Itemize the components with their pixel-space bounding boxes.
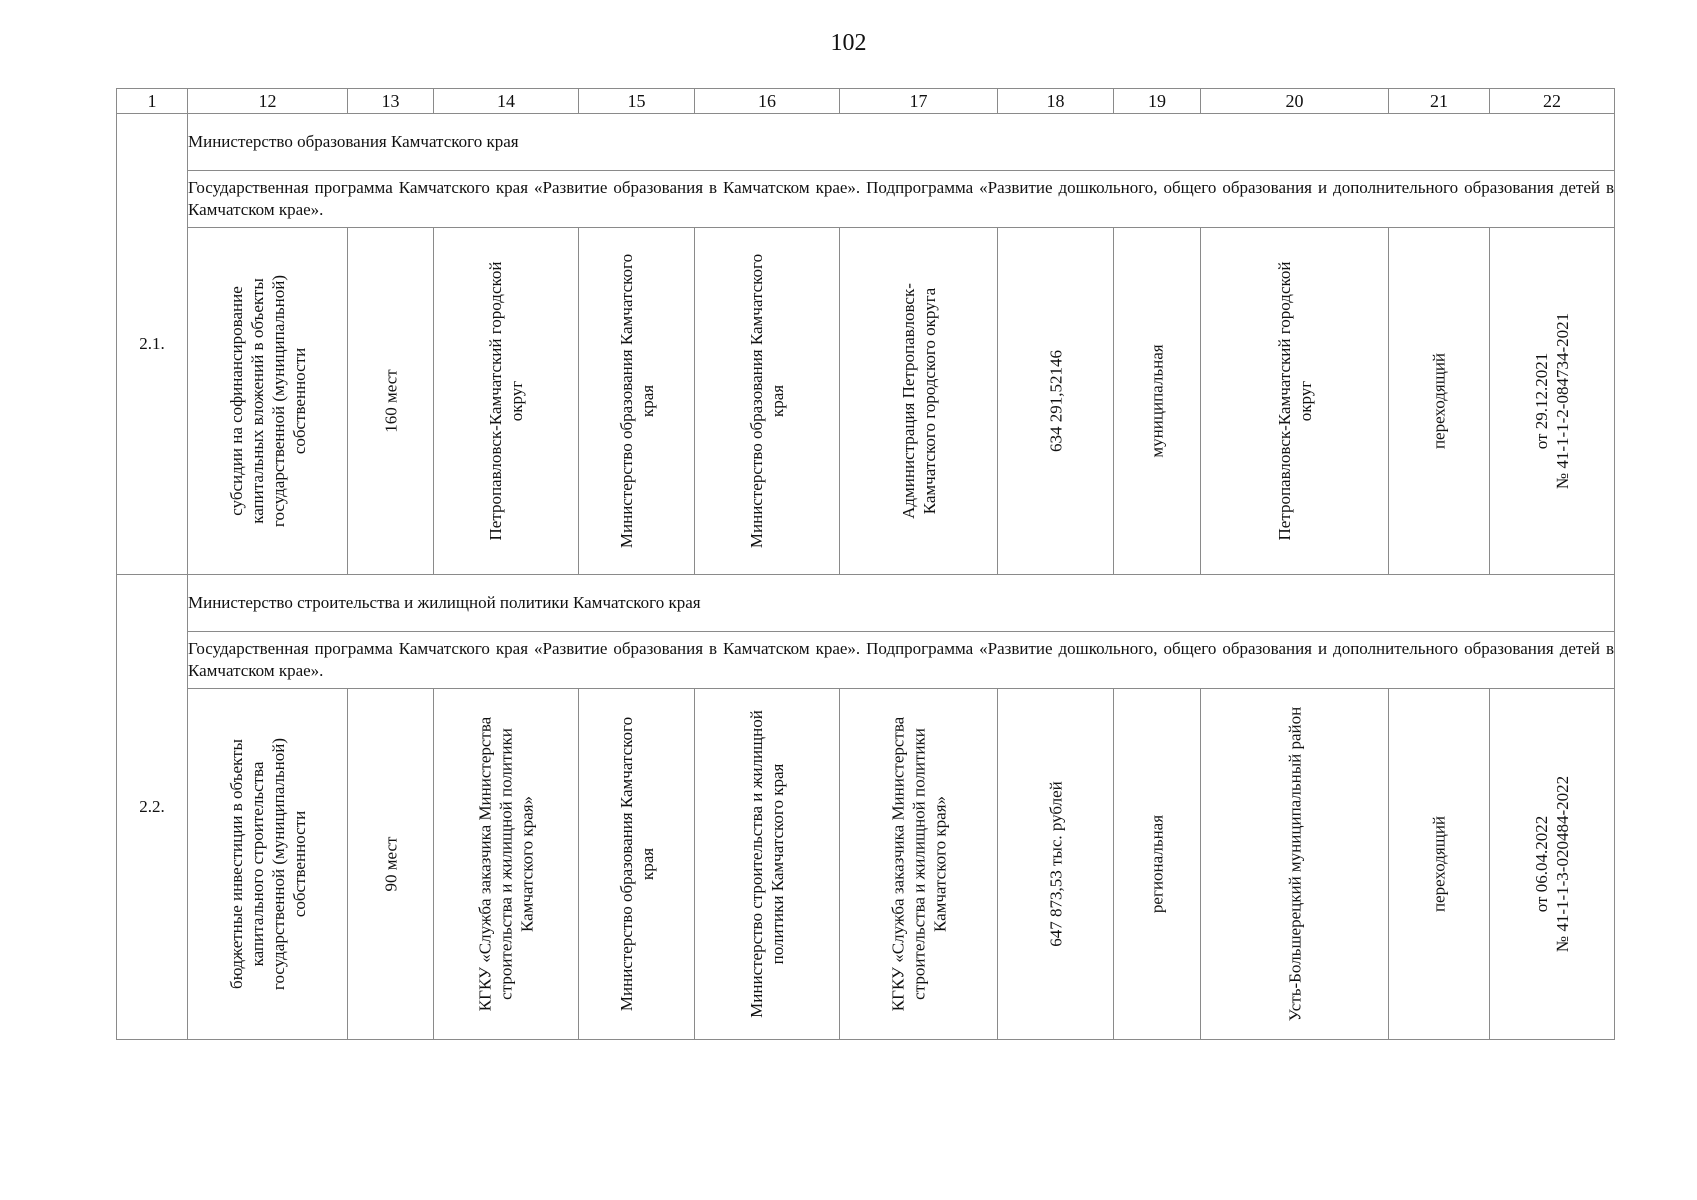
page-number: 102: [830, 30, 867, 56]
cell-municipality: [1201, 689, 1389, 1040]
ministry-row: [117, 114, 1615, 171]
cell-cost: [998, 689, 1114, 1040]
row-number: 2.2.: [117, 575, 188, 1040]
row-number: 2.1.: [117, 114, 188, 575]
column-header: 19: [1114, 89, 1201, 114]
document-date: от 06.04.2022: [1532, 815, 1551, 913]
document-number: № 41-1-1-3-020484-2022: [1553, 775, 1572, 953]
cell-text: КГКУ «Служба заказчика Министерства строительства и жилищной политики Камчатского края»: [475, 716, 537, 1012]
cell-text: 634 291,52146: [1046, 350, 1065, 452]
cell-ownership: [1114, 689, 1201, 1040]
cell-text: 160 мест: [381, 369, 400, 433]
table-row: [117, 689, 1615, 1040]
cell-expenditure-type: [188, 689, 348, 1040]
cell-text: Петропавловск-Камчатский городской округ: [486, 261, 526, 541]
program-name: Государственная программа Камчатского края «Развитие образования в Камчатском крае». Подпрограмма «Развитие дошкольного, общего образования и дополнительного образования детей в Камчатском крае».: [188, 171, 1615, 228]
program-row: [117, 632, 1615, 689]
cell-capacity: [348, 228, 434, 575]
cell-text: КГКУ «Служба заказчика Министерства строительства и жилищной политики Камчатского края»: [888, 716, 949, 1012]
cell-text: Министерство образования Камчатского края: [616, 253, 657, 549]
cell-text: региональная: [1147, 814, 1167, 914]
cell-responsible: [695, 689, 840, 1040]
column-header: 13: [348, 89, 434, 114]
cell-administrator: [579, 228, 695, 575]
column-header: 17: [840, 89, 998, 114]
cell-ownership: [1114, 228, 1201, 575]
cell-text: переходящий: [1429, 815, 1449, 913]
cell-text: Министерство образования Камчатского края: [616, 716, 657, 1012]
document-date: от 29.12.2021: [1532, 352, 1551, 450]
cell-text: Администрация Петропавловск-Камчатского городского округа: [898, 283, 939, 519]
column-header: 14: [434, 89, 579, 114]
cell-status: [1389, 689, 1490, 1040]
cell-expenditure-type: [188, 228, 348, 575]
cell-responsible: [695, 228, 840, 575]
cell-text: 90 мест: [381, 836, 400, 892]
column-header: 18: [998, 89, 1114, 114]
column-header-row: [117, 89, 1615, 114]
cell-developer: [840, 689, 998, 1040]
document-number: № 41-1-1-2-084734-2021: [1553, 312, 1572, 490]
cell-municipality: [1201, 228, 1389, 575]
cell-text: Министерство образования Камчатского края: [747, 253, 787, 549]
ministry-name: Министерство образования Камчатского края: [188, 114, 1615, 171]
cell-text: субсидии на софинансирование капитальных вложений в объекты государственной (муниципальной) собственности: [226, 274, 309, 528]
column-header: 21: [1389, 89, 1490, 114]
cell-administrator: [579, 689, 695, 1040]
cell-location: [434, 689, 579, 1040]
cell-developer: [840, 228, 998, 575]
cell-cost: [998, 228, 1114, 575]
cell-text: Петропавловск-Камчатский городской округ: [1274, 261, 1315, 541]
cell-text: муниципальная: [1147, 344, 1167, 458]
cell-text: 647 873,53 тыс. рублей: [1046, 781, 1065, 947]
cell-document: [1490, 689, 1615, 1040]
program-name: Государственная программа Камчатского края «Развитие образования в Камчатском крае». Подпрограмма «Развитие дошкольного, общего образования и дополнительного образования детей в Камчатском крае».: [188, 632, 1615, 689]
column-header: 16: [695, 89, 840, 114]
column-header: 1: [117, 89, 188, 114]
cell-status: [1389, 228, 1490, 575]
investment-table: [116, 88, 1615, 1040]
cell-document: [1490, 228, 1615, 575]
cell-text: Усть-Большерецкий муниципальный район: [1285, 706, 1304, 1022]
cell-text: бюджетные инвестиции в объекты капитального строительства государственной (муниципальной) собственности: [226, 737, 309, 991]
cell-text: переходящий: [1429, 352, 1449, 450]
column-header: 22: [1490, 89, 1615, 114]
cell-text: Министерство строительства и жилищной политики Камчатского края: [747, 710, 787, 1018]
column-header: 15: [579, 89, 695, 114]
column-header: 20: [1201, 89, 1389, 114]
table-row: [117, 228, 1615, 575]
ministry-row: [117, 575, 1615, 632]
cell-location: [434, 228, 579, 575]
program-row: [117, 171, 1615, 228]
column-header: 12: [188, 89, 348, 114]
ministry-name: Министерство строительства и жилищной политики Камчатского края: [188, 575, 1615, 632]
cell-capacity: [348, 689, 434, 1040]
